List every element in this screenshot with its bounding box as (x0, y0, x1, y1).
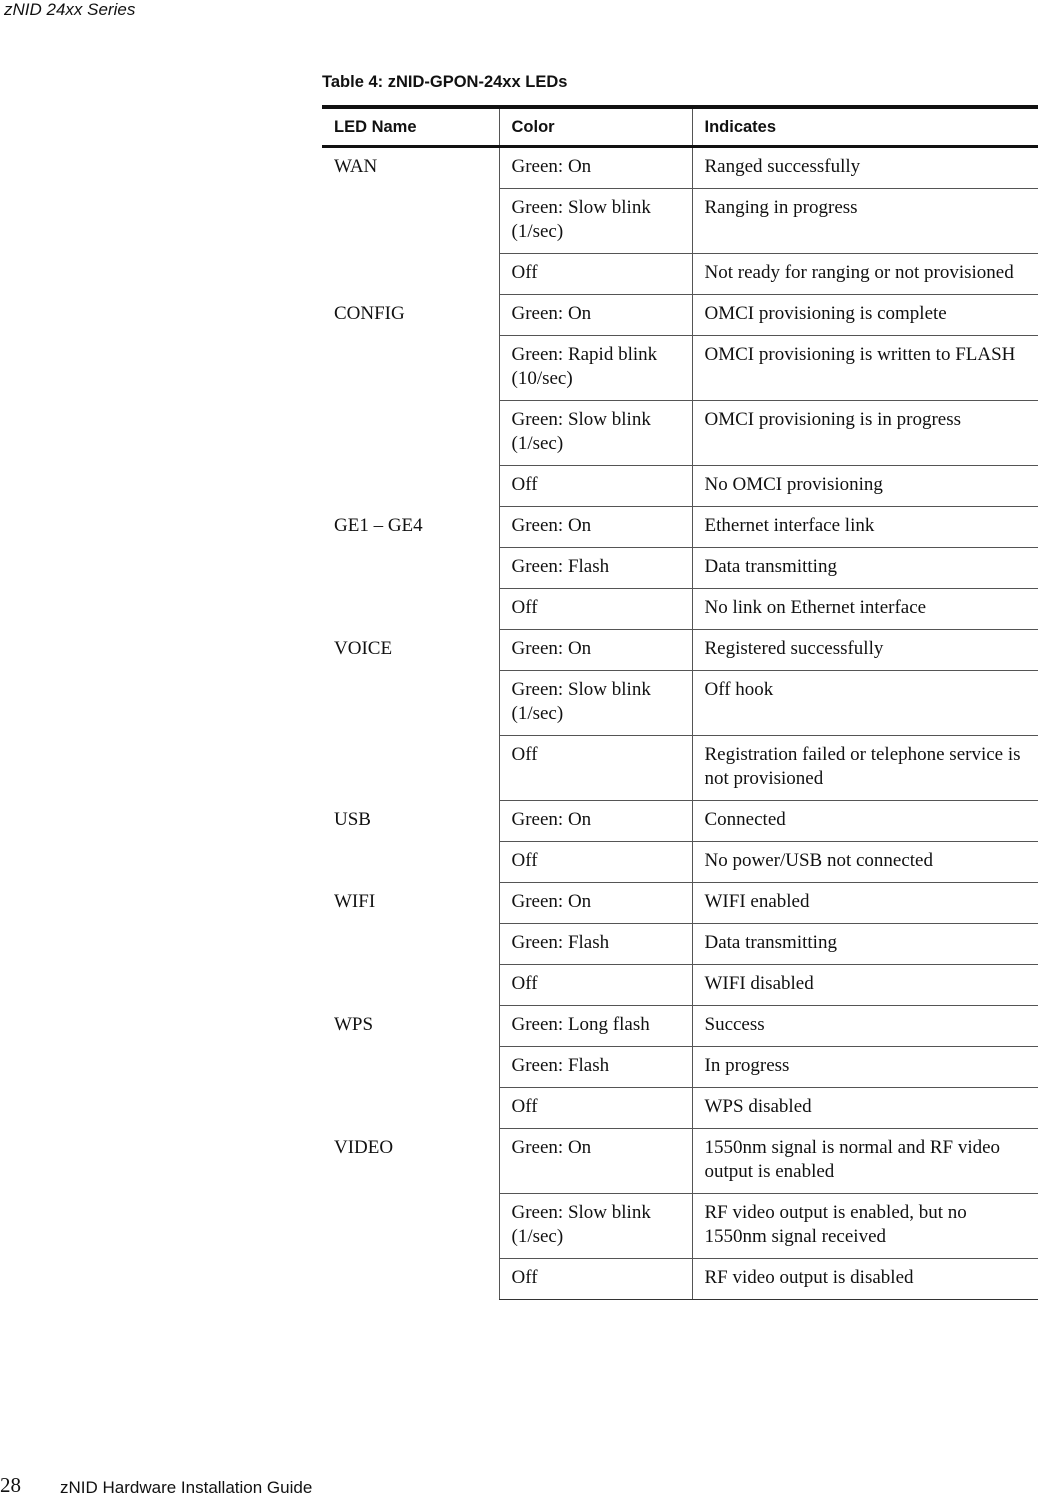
led-color-cell: Green: On (499, 295, 692, 336)
led-name-cell: GE1 – GE4 (334, 514, 423, 536)
led-name-cell: VIDEO (334, 1136, 394, 1158)
led-color-cell: Off (499, 254, 692, 295)
led-color-cell: Green: Slow blink (1/sec) (499, 401, 692, 466)
led-indicates-cell: RF video output is disabled (692, 1259, 1038, 1300)
led-indicates-cell: RF video output is enabled, but no 1550nm signal received (692, 1194, 1038, 1259)
led-indicates-cell: Success (692, 1006, 1038, 1047)
led-color-cell: Green: On (499, 147, 692, 189)
table-row (322, 1129, 1038, 1194)
led-indicates-cell: Data transmitting (692, 548, 1038, 589)
led-table (322, 105, 1038, 1300)
led-indicates-cell: WPS disabled (692, 1088, 1038, 1129)
led-color-cell: Off (499, 1088, 692, 1129)
led-name-cell: WAN (334, 156, 378, 177)
led-color-cell: Green: On (499, 507, 692, 548)
led-color-cell: Off (499, 466, 692, 507)
led-color-cell: Green: On (499, 1129, 692, 1194)
led-color-cell: Off (499, 842, 692, 883)
led-color-cell: Green: Long flash (499, 1006, 692, 1047)
footer-title: zNID Hardware Installation Guide (60, 1478, 313, 1497)
led-indicates-cell: Not ready for ranging or not provisioned (692, 254, 1038, 295)
led-indicates-cell: No OMCI provisioning (692, 466, 1038, 507)
led-name-cell: CONFIG (334, 302, 405, 324)
led-indicates-cell: Data transmitting (692, 924, 1038, 965)
led-name-cell: VOICE (334, 637, 393, 659)
led-color-cell: Green: On (499, 801, 692, 842)
table-body (322, 147, 1038, 1300)
led-color-cell: Green: Rapid blink (10/sec) (499, 336, 692, 401)
led-indicates-cell: In progress (692, 1047, 1038, 1088)
led-color-cell: Off (499, 589, 692, 630)
led-indicates-cell: OMCI provisioning is complete (692, 295, 1038, 336)
column-header-led-name: LED Name (334, 117, 417, 136)
led-name-cell: WPS (334, 1013, 374, 1035)
table-row (322, 801, 1038, 842)
led-color-cell: Green: Flash (499, 924, 692, 965)
column-header-indicates: Indicates (704, 117, 777, 136)
running-header: zNID 24xx Series (4, 0, 136, 19)
table-header-row (322, 107, 1038, 147)
led-indicates-cell: Connected (692, 801, 1038, 842)
led-indicates-cell: Ranged successfully (692, 147, 1038, 189)
led-color-cell: Off (499, 965, 692, 1006)
led-color-cell: Green: On (499, 630, 692, 671)
led-indicates-cell: Ethernet interface link (692, 507, 1038, 548)
led-name-cell: USB (334, 808, 371, 830)
led-color-cell: Green: Flash (499, 1047, 692, 1088)
led-name-cell: WIFI (334, 890, 376, 912)
led-indicates-cell: Registration failed or telephone service is not provisioned (692, 736, 1038, 801)
led-color-cell: Off (499, 1259, 692, 1300)
led-indicates-cell: Registered successfully (692, 630, 1038, 671)
led-indicates-cell: Ranging in progress (692, 189, 1038, 254)
column-header-color: Color (499, 107, 692, 147)
led-indicates-cell: OMCI provisioning is in progress (692, 401, 1038, 466)
led-color-cell: Off (499, 736, 692, 801)
table-row (322, 147, 1038, 189)
table-row (322, 507, 1038, 548)
led-indicates-cell: WIFI enabled (692, 883, 1038, 924)
led-indicates-cell: OMCI provisioning is written to FLASH (692, 336, 1038, 401)
led-indicates-cell: WIFI disabled (692, 965, 1038, 1006)
table-row (322, 630, 1038, 671)
led-indicates-cell: Off hook (692, 671, 1038, 736)
table-row (322, 883, 1038, 924)
led-indicates-cell: No power/USB not connected (692, 842, 1038, 883)
led-color-cell: Green: Slow blink (1/sec) (499, 1194, 692, 1259)
led-indicates-cell: No link on Ethernet interface (692, 589, 1038, 630)
led-color-cell: Green: Slow blink (1/sec) (499, 189, 692, 254)
led-color-cell: Green: On (499, 883, 692, 924)
table-row (322, 295, 1038, 336)
led-color-cell: Green: Flash (499, 548, 692, 589)
table-row (322, 1006, 1038, 1047)
table-caption: Table 4: zNID-GPON-24xx LEDs (322, 73, 568, 91)
led-indicates-cell: 1550nm signal is normal and RF video output is enabled (692, 1129, 1038, 1194)
page-number: 28 (0, 1473, 21, 1497)
led-color-cell: Green: Slow blink (1/sec) (499, 671, 692, 736)
